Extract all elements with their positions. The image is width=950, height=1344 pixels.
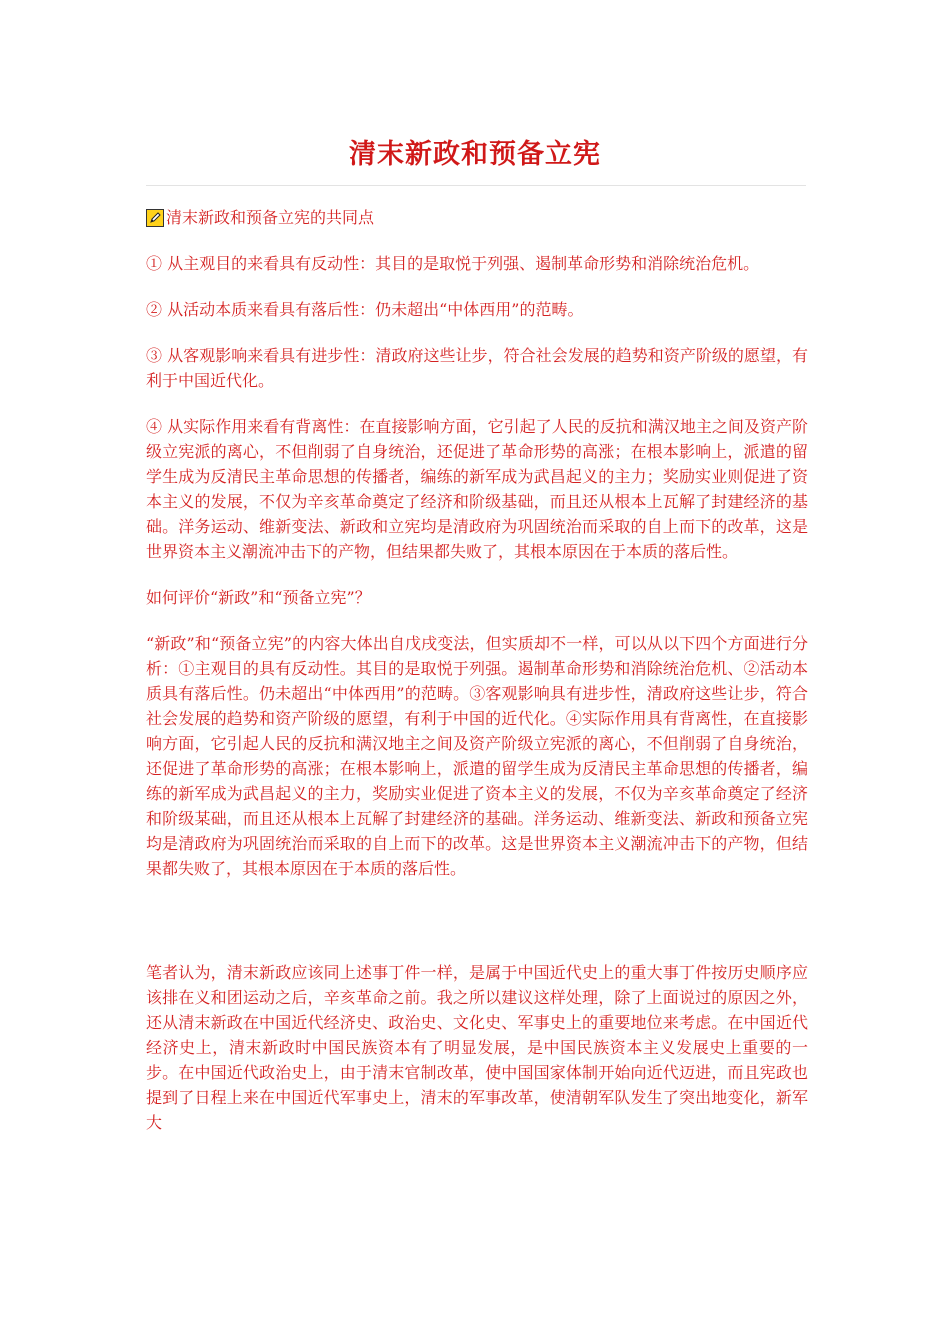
point-1: ① 从主观目的来看具有反动性：其目的是取悦于列强、遏制革命形势和消除统治危机。	[146, 254, 760, 273]
title-divider	[146, 185, 806, 186]
point-4: ④ 从实际作用来看有背离性：在直接影响方面，它引起了人民的反抗和满汉地主之间及资产阶级立宪派的离心，不但削弱了自身统治，还促进了革命形势的高涨；在根本影响上，派遣的留学生成为反清民主革命思想的传播者，编练的新军成为武昌起义的主力；奖励实业则促进了资本主义的发展，不仅为辛亥革命奠定了经济和阶级基础，而且还从根本上瓦解了封建经济的基础。洋务运动、维新变法、新政和立宪均是清政府为巩固统治而采取的自上而下的改革，这是世界资本主义潮流冲击下的产物，但结果都失败了，其根本原因在于本质的落后性。	[146, 417, 808, 561]
section-heading	[146, 205, 808, 230]
question-paragraph: 如何评价“新政”和“预备立宪”？	[146, 588, 371, 607]
answer-paragraph: “新政”和“预备立宪”的内容大体出自戊戌变法，但实质却不一样，可以从以下四个方面进行分析：①主观目的具有反动性。其目的是取悦于列强。遏制革命形势和消除统治危机、②活动本质具有落后性。仍未超出“中体西用”的范畴。③客观影响具有进步性，清政府这些让步，符合社会发展的趋势和资产阶级的愿望，有利于中国的近代化。④实际作用具有背离性，在直接影响方面，它引起人民的反抗和满汉地主之间及资产阶级立宪派的离心，不但削弱了自身统治，还促进了革命形势的高涨；在根本影响上，派遣的留学生成为反清民主革命思想的传播者，编练的新军成为武昌起义的主力，奖励实业促进了资本主义的发展，不仅为辛亥革命奠定了经济和阶级某础，而且还从根本上瓦解了封建经济的基础。洋务运动、维新变法、新政和预备立宪均是清政府为巩固统治而采取的自上而下的改革。这是世界资本主义潮流冲击下的产物，但结果都失败了，其根本原因在于本质的落后性。	[146, 634, 808, 878]
blank-spacer	[146, 902, 808, 960]
point-2: ② 从活动本质来看具有落后性：仍未超出“中体西用”的范畴。	[146, 300, 584, 319]
document-body	[146, 205, 808, 1156]
author-view-paragraph: 笔者认为，清末新政应该同上述事丁件一样，是属于中国近代史上的重大事丁件按历史顺序应该排在义和团运动之后，辛亥革命之前。我之所以建议这样处理，除了上面说过的原因之外，还从清末新政在中国近代经济史、政治史、文化史、军事史上的重要地位来考虑。在中国近代经济史上，清末新政时中国民族资本有了明显发展，是中国民族资本主义发展史上重要的一步。在中国近代政治史上，由于清末官制改革，使中国国家体制开始向近代迈进，而且宪政也提到了日程上来在中国近代军事史上，清末的军事改革，使清朝军队发生了突出地变化，新军大	[146, 963, 808, 1132]
section-heading-text: 清末新政和预备立宪的共同点	[166, 208, 375, 227]
page-title: 清末新政和预备立宪	[349, 139, 601, 170]
pencil-note-icon	[146, 209, 164, 227]
point-3: ③ 从客观影响来看具有进步性：清政府这些让步，符合社会发展的趋势和资产阶级的愿望，有利于中国近代化。	[146, 346, 808, 390]
